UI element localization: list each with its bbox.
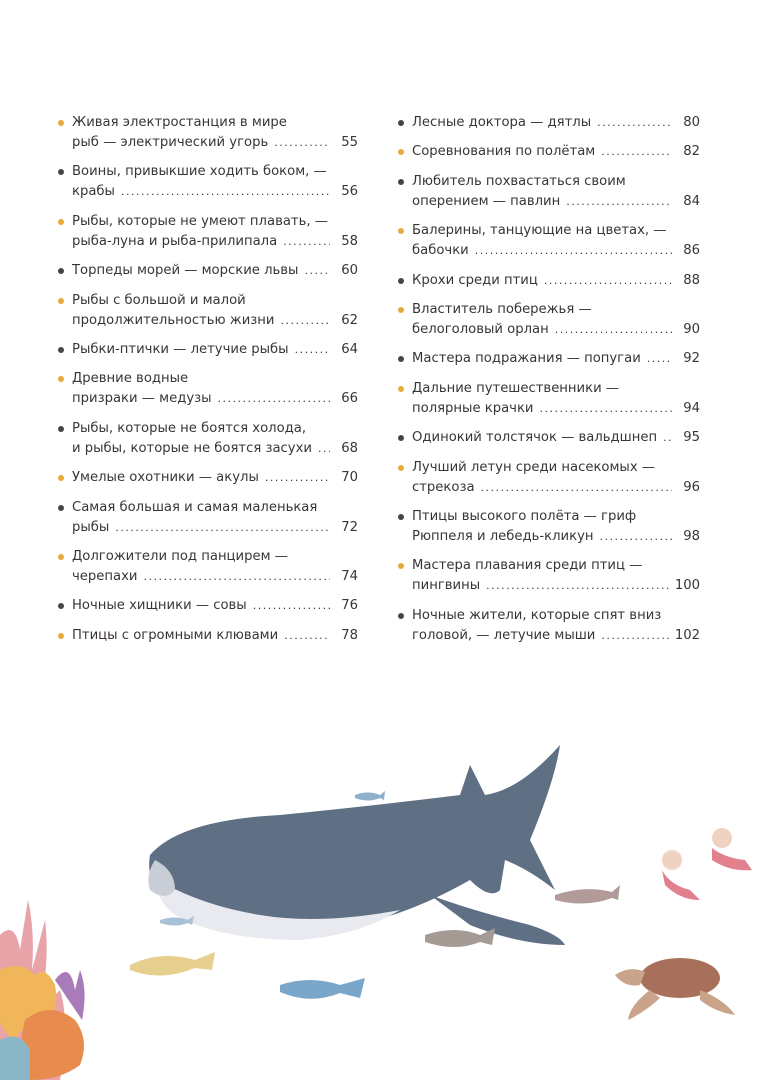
toc-entry-title: Крохи среди птиц: [412, 272, 538, 288]
toc-entry-title: пингвины: [412, 578, 481, 594]
toc-entry-title: Любитель похвастаться своим: [412, 173, 626, 189]
toc-entry[interactable]: [58, 369, 358, 409]
dot-leader: [597, 113, 672, 133]
toc-entry-title: оперением — павлин: [412, 193, 561, 209]
page-number: 78: [341, 627, 358, 643]
toc-entry-title: Умелые охотники — акулы: [72, 470, 259, 486]
toc-entry[interactable]: [58, 596, 358, 616]
bullet-icon: [58, 505, 64, 511]
bullet-icon: [58, 633, 64, 639]
toc-entry-title: рыбы: [72, 519, 110, 535]
dot-leader: [143, 567, 330, 587]
dot-leader: [115, 518, 330, 538]
dot-leader: [284, 626, 330, 646]
page-number: 66: [341, 391, 358, 407]
toc-entry[interactable]: [58, 468, 358, 488]
page-number: 95: [683, 430, 700, 446]
page-number: 68: [341, 440, 358, 456]
dot-leader: [486, 576, 669, 596]
dot-leader: [304, 261, 330, 281]
toc-entry[interactable]: [58, 419, 358, 459]
dot-leader: [274, 133, 330, 153]
page-number: 55: [341, 135, 358, 150]
toc-entry-title: Рыбы, которые не умеют плавать, —: [72, 213, 328, 229]
toc-entry-title: Птицы высокого полёта — гриф: [412, 508, 637, 524]
toc-entry[interactable]: [398, 428, 700, 448]
toc-entry[interactable]: [58, 291, 358, 331]
dot-leader: [295, 340, 330, 360]
page-number: 70: [341, 470, 358, 486]
page-number: 86: [683, 243, 700, 259]
toc-entry[interactable]: [398, 221, 700, 261]
dot-leader: [647, 349, 672, 369]
page-number: 90: [683, 321, 700, 337]
dot-leader: [318, 439, 330, 459]
bullet-icon: [58, 347, 64, 353]
page-number: 100: [674, 578, 700, 594]
page-number: 56: [341, 184, 358, 200]
toc-entry-title: Долгожители под панцирем —: [72, 548, 288, 564]
page-number: 74: [341, 568, 358, 584]
toc-entry-title: продолжительностью жизни: [72, 312, 275, 328]
toc-entry-title: рыб — электрический угорь: [72, 135, 269, 150]
sea-turtle: [615, 958, 735, 1020]
toc-entry-title: Лучший летун среди насекомых —: [412, 459, 656, 475]
toc-entry-title: Воины, привыкшие ходить боком, —: [72, 164, 327, 180]
toc-entry-title: бабочки: [412, 243, 469, 259]
toc-entry-title: рыба-луна и рыба-прилипала: [72, 233, 278, 249]
bullet-icon: [398, 120, 404, 126]
dot-leader: [218, 389, 330, 409]
bullet-icon: [58, 268, 64, 274]
dot-leader: [280, 311, 330, 331]
toc-entry-title: черепахи: [72, 568, 138, 584]
bullet-icon: [58, 554, 64, 560]
toc-entry-title: Рюппеля и лебедь-кликун: [412, 528, 594, 544]
toc-entry-title: Рыбы, которые не боятся холода,: [72, 420, 307, 436]
toc-entry-title: Ночные хищники — совы: [72, 598, 247, 614]
page-number: 84: [683, 193, 700, 209]
toc-entry-title: Дальние путешественники —: [412, 380, 620, 396]
toc-entry[interactable]: [398, 300, 700, 340]
bullet-icon: [398, 435, 404, 441]
dot-leader: [283, 232, 330, 252]
toc-entry-title: Соревнования по полётам: [412, 144, 596, 160]
dot-leader: [121, 182, 330, 202]
page-number: 94: [683, 400, 700, 416]
toc-entry-title: Мастера подражания — попугаи: [412, 351, 641, 367]
toc-entry[interactable]: [398, 606, 700, 646]
bullet-icon: [398, 149, 404, 155]
toc-entry[interactable]: [398, 556, 700, 596]
toc-entry-title: Самая большая и самая маленькая: [72, 499, 318, 515]
page-number: 82: [683, 144, 700, 160]
page-number: 62: [341, 312, 358, 328]
toc-entry-title: Властитель побережья —: [412, 301, 592, 317]
page-number: 60: [341, 263, 358, 279]
toc-entry[interactable]: [58, 547, 358, 587]
toc-entry[interactable]: [398, 458, 700, 498]
toc-entry[interactable]: [398, 349, 700, 369]
page-number: 76: [341, 598, 358, 614]
dot-leader: [265, 468, 330, 488]
bullet-icon: [398, 356, 404, 362]
toc-entry[interactable]: [58, 626, 358, 646]
toc-entry-title: Балерины, танцующие на цветах, —: [412, 223, 667, 239]
page-number: 64: [341, 341, 358, 357]
toc-entry[interactable]: [58, 261, 358, 281]
toc-entry-title: Ночные жители, которые спят вниз: [412, 607, 662, 623]
dot-leader: [475, 241, 672, 261]
bullet-icon: [58, 298, 64, 304]
bullet-icon: [398, 307, 404, 313]
toc-left-column: [58, 113, 358, 655]
bullet-icon: [58, 475, 64, 481]
toc-entry-title: Одинокий толстячок — вальдшнеп: [412, 430, 658, 446]
toc-entry-title: призраки — медузы: [72, 391, 212, 407]
bullet-icon: [58, 169, 64, 175]
bullet-icon: [398, 179, 404, 185]
toc-entry-title: Птицы с огромными клювами: [72, 627, 279, 643]
toc-entry[interactable]: [398, 507, 700, 547]
toc-entry-title: Древние водные: [72, 371, 189, 387]
toc-entry-title: и рыбы, которые не боятся засухи: [72, 440, 312, 456]
bullet-icon: [398, 563, 404, 569]
bullet-icon: [58, 376, 64, 382]
toc-entry[interactable]: [58, 212, 358, 252]
toc-entry-title: стрекоза: [412, 479, 475, 495]
dot-leader: [555, 320, 672, 340]
toc-entry-title: Мастера плавания среди птиц —: [412, 558, 643, 574]
toc-entry[interactable]: [398, 271, 700, 291]
divers: [662, 828, 752, 900]
bullet-icon: [58, 219, 64, 225]
page-number: 98: [683, 528, 700, 544]
toc-entry-title: полярные крачки: [412, 400, 534, 416]
dot-leader: [566, 192, 672, 212]
bullet-icon: [398, 278, 404, 284]
bullet-icon: [58, 603, 64, 609]
page-number: 72: [341, 519, 358, 535]
dot-leader: [600, 527, 672, 547]
bullet-icon: [398, 228, 404, 234]
toc-entry[interactable]: [398, 142, 700, 162]
toc-entry-title: крабы: [72, 184, 115, 200]
page-number: 102: [674, 627, 700, 643]
toc-entry-title: Лесные доктора — дятлы: [412, 115, 592, 130]
page-number: 88: [683, 272, 700, 288]
toc-entry-title: Торпеды морей — морские львы: [72, 263, 299, 279]
bullet-icon: [58, 426, 64, 432]
ocean-illustration: [0, 720, 763, 1080]
dot-leader: [481, 478, 672, 498]
toc-entry-title: Живая электростанция в мире: [72, 115, 287, 130]
page-number: 80: [683, 115, 700, 130]
dot-leader: [544, 271, 672, 291]
bullet-icon: [398, 613, 404, 619]
dot-leader: [601, 142, 672, 162]
coral-reef: [0, 900, 85, 1080]
dot-leader: [663, 428, 672, 448]
toc-entry[interactable]: [58, 113, 358, 153]
dot-leader: [540, 399, 672, 419]
toc-entry[interactable]: [398, 379, 700, 419]
toc-entry-title: белоголовый орлан: [412, 321, 549, 337]
bullet-icon: [58, 120, 64, 126]
dot-leader: [601, 626, 668, 646]
toc-right-column: [398, 113, 700, 655]
bullet-icon: [398, 465, 404, 471]
page-number: 96: [683, 479, 700, 495]
toc-entry[interactable]: [58, 340, 358, 360]
toc-entry[interactable]: [58, 162, 358, 202]
bullet-icon: [398, 514, 404, 520]
toc-entry[interactable]: [398, 113, 700, 133]
toc-entry-title: головой, — летучие мыши: [412, 627, 596, 643]
page-number: 92: [683, 351, 700, 367]
toc-entry-title: Рыбы с большой и малой: [72, 292, 246, 308]
whale-shark: [148, 745, 565, 945]
dot-leader: [253, 596, 330, 616]
page-number: 58: [341, 233, 358, 249]
toc-entry-title: Рыбки-птички — летучие рыбы: [72, 341, 289, 357]
toc-entry[interactable]: [398, 172, 700, 212]
toc-entry[interactable]: [58, 498, 358, 538]
bullet-icon: [398, 386, 404, 392]
